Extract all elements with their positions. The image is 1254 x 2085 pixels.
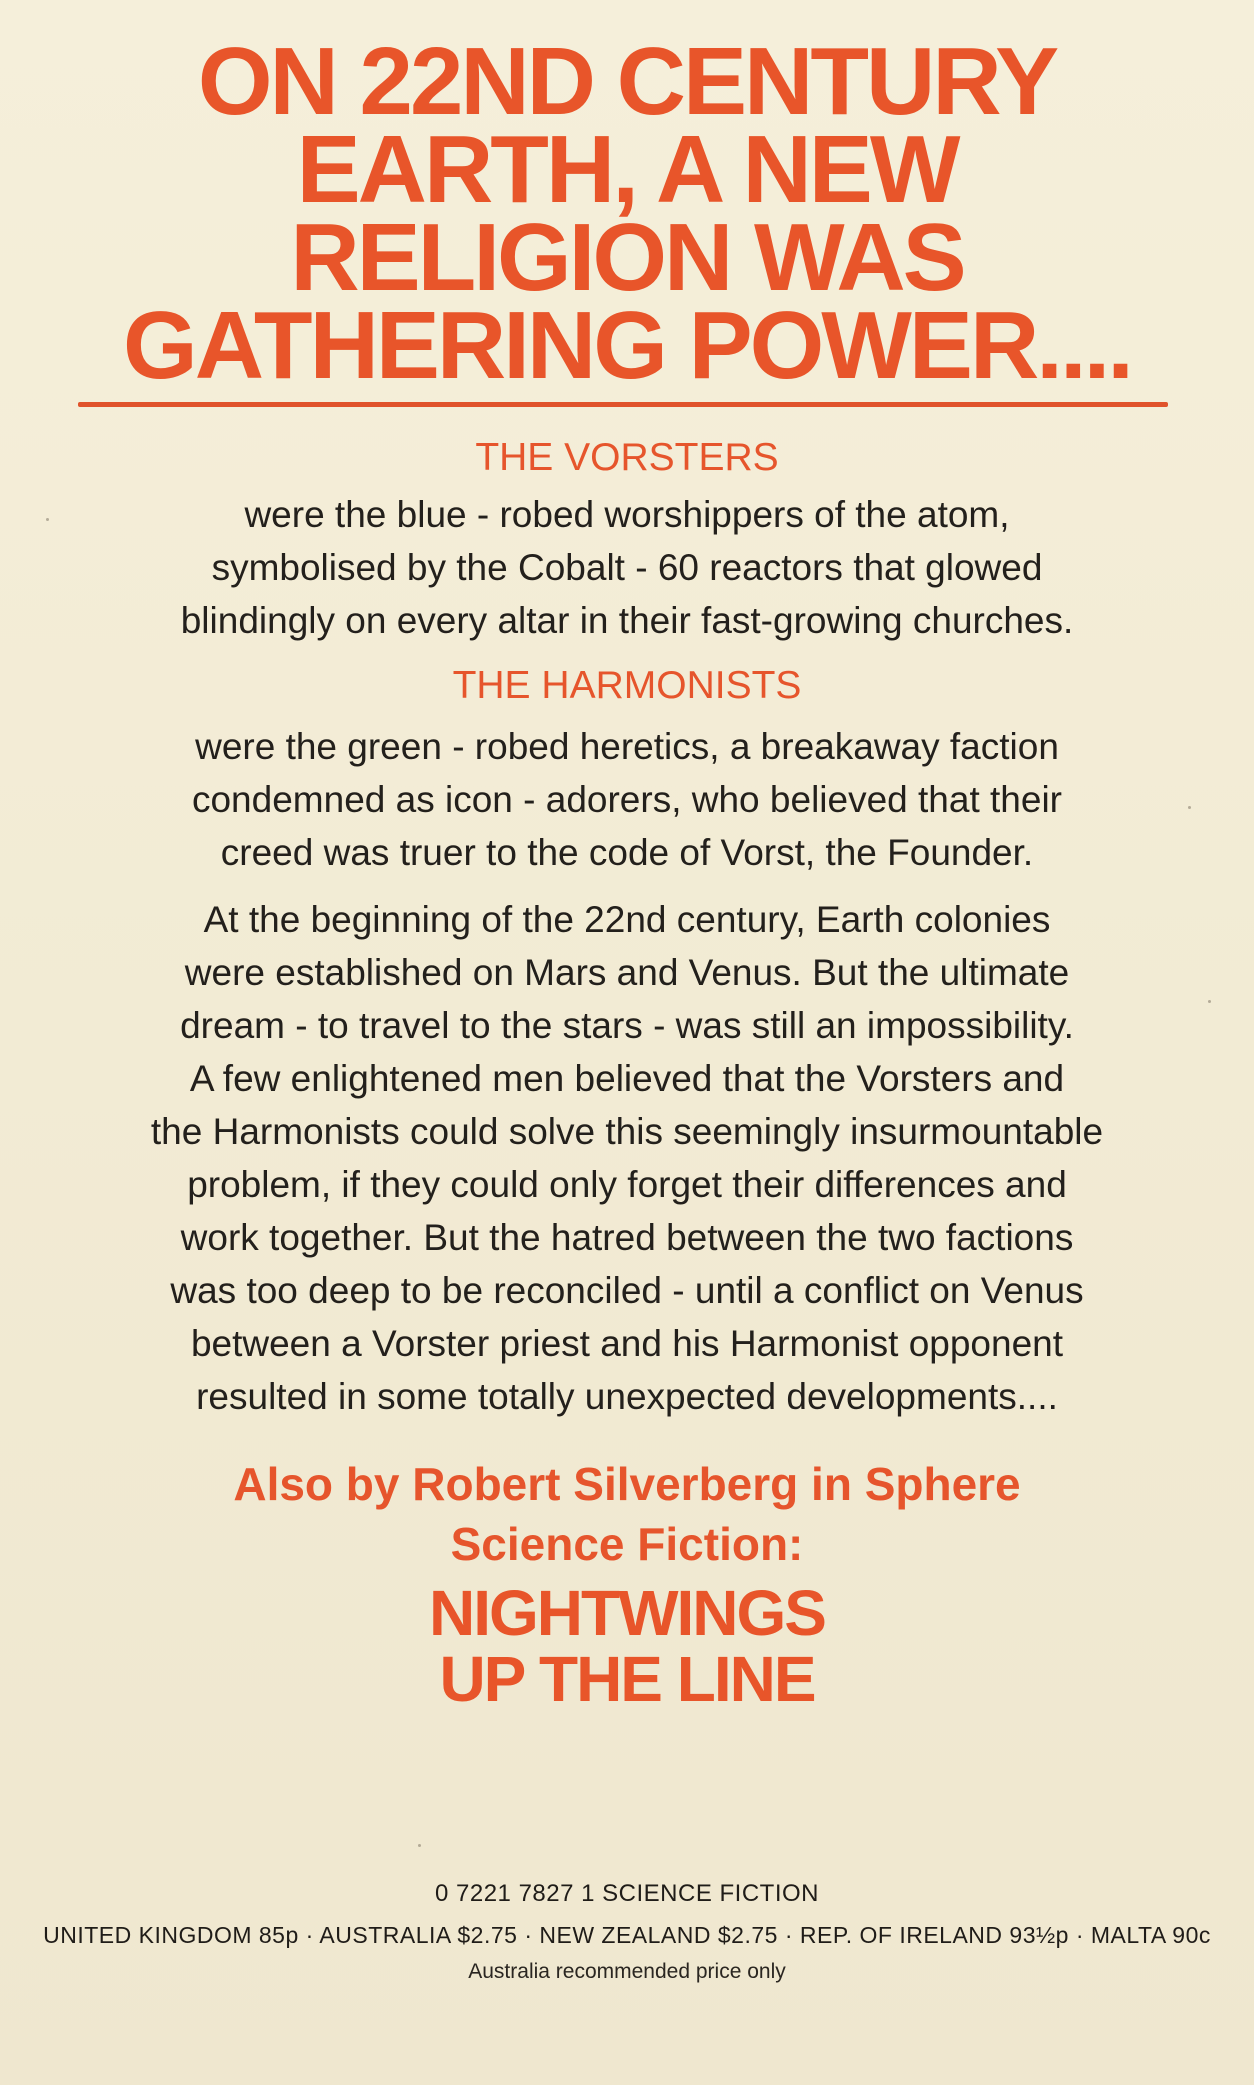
- text-line: dream - to travel to the stars - was still an impossibility.: [180, 1005, 1074, 1046]
- headline: [60, 28, 1194, 399]
- text-line: At the beginning of the 22nd century, Earth colonies: [203, 899, 1051, 940]
- text-line: were the blue - robed worshippers of the atom,: [244, 494, 1010, 535]
- harmonists-heading: THE HARMONISTS: [452, 664, 802, 707]
- text-line: the Harmonists could solve this seemingly insurmountable: [150, 1111, 1104, 1152]
- price-note: Australia recommended price only: [468, 1960, 786, 1983]
- text-line: creed was truer to the code of Vorst, the Founder.: [220, 832, 1034, 873]
- also-by-line: Science Fiction:: [450, 1518, 804, 1570]
- also-by-line: Also by Robert Silverberg in Sphere: [233, 1458, 1021, 1510]
- book-title: NIGHTWINGS: [429, 1577, 825, 1649]
- headline-line: EARTH, A NEW: [296, 116, 958, 223]
- vorsters-description: [60, 488, 1194, 647]
- text-line: symbolised by the Cobalt - 60 reactors that glowed: [211, 547, 1043, 588]
- text-line: between a Vorster priest and his Harmonist opponent: [190, 1323, 1064, 1364]
- also-by-heading: [0, 1454, 1254, 1574]
- text-line: problem, if they could only forget their differences and: [187, 1164, 1067, 1205]
- vorsters-heading: THE VORSTERS: [475, 436, 779, 479]
- text-line: blindingly on every altar in their fast-growing churches.: [180, 600, 1074, 641]
- headline-line: GATHERING POWER....: [123, 292, 1131, 399]
- text-line: were established on Mars and Venus. But the ultimate: [184, 952, 1070, 993]
- divider-rule: [78, 402, 1168, 407]
- text-line: resulted in some totally unexpected developments....: [196, 1376, 1058, 1417]
- text-line: was too deep to be reconciled - until a conflict on Venus: [170, 1270, 1084, 1311]
- headline-line: ON 22ND CENTURY: [197, 28, 1057, 135]
- harmonists-description: [60, 720, 1194, 879]
- text-line: A few enlightened men believed that the Vorsters and: [189, 1058, 1065, 1099]
- text-line: condemned as icon - adorers, who believed that their: [191, 779, 1062, 820]
- synopsis-paragraph: [60, 893, 1194, 1423]
- book-title: UP THE LINE: [439, 1643, 815, 1715]
- print-speck: [46, 518, 49, 521]
- print-speck: [1188, 806, 1191, 809]
- isbn-line: 0 7221 7827 1 SCIENCE FICTION: [435, 1880, 819, 1907]
- price-list: UNITED KINGDOM 85p · AUSTRALIA $2.75 · NEW ZEALAND $2.75 · REP. OF IRELAND 93½p · MALTA 90c: [43, 1922, 1211, 1948]
- book-title-list: [0, 1577, 1254, 1715]
- print-speck: [418, 1844, 421, 1847]
- text-line: were the green - robed heretics, a breakaway faction: [195, 726, 1059, 767]
- headline-line: RELIGION WAS: [290, 204, 964, 311]
- text-line: work together. But the hatred between the two factions: [180, 1217, 1074, 1258]
- print-speck: [1208, 1000, 1211, 1003]
